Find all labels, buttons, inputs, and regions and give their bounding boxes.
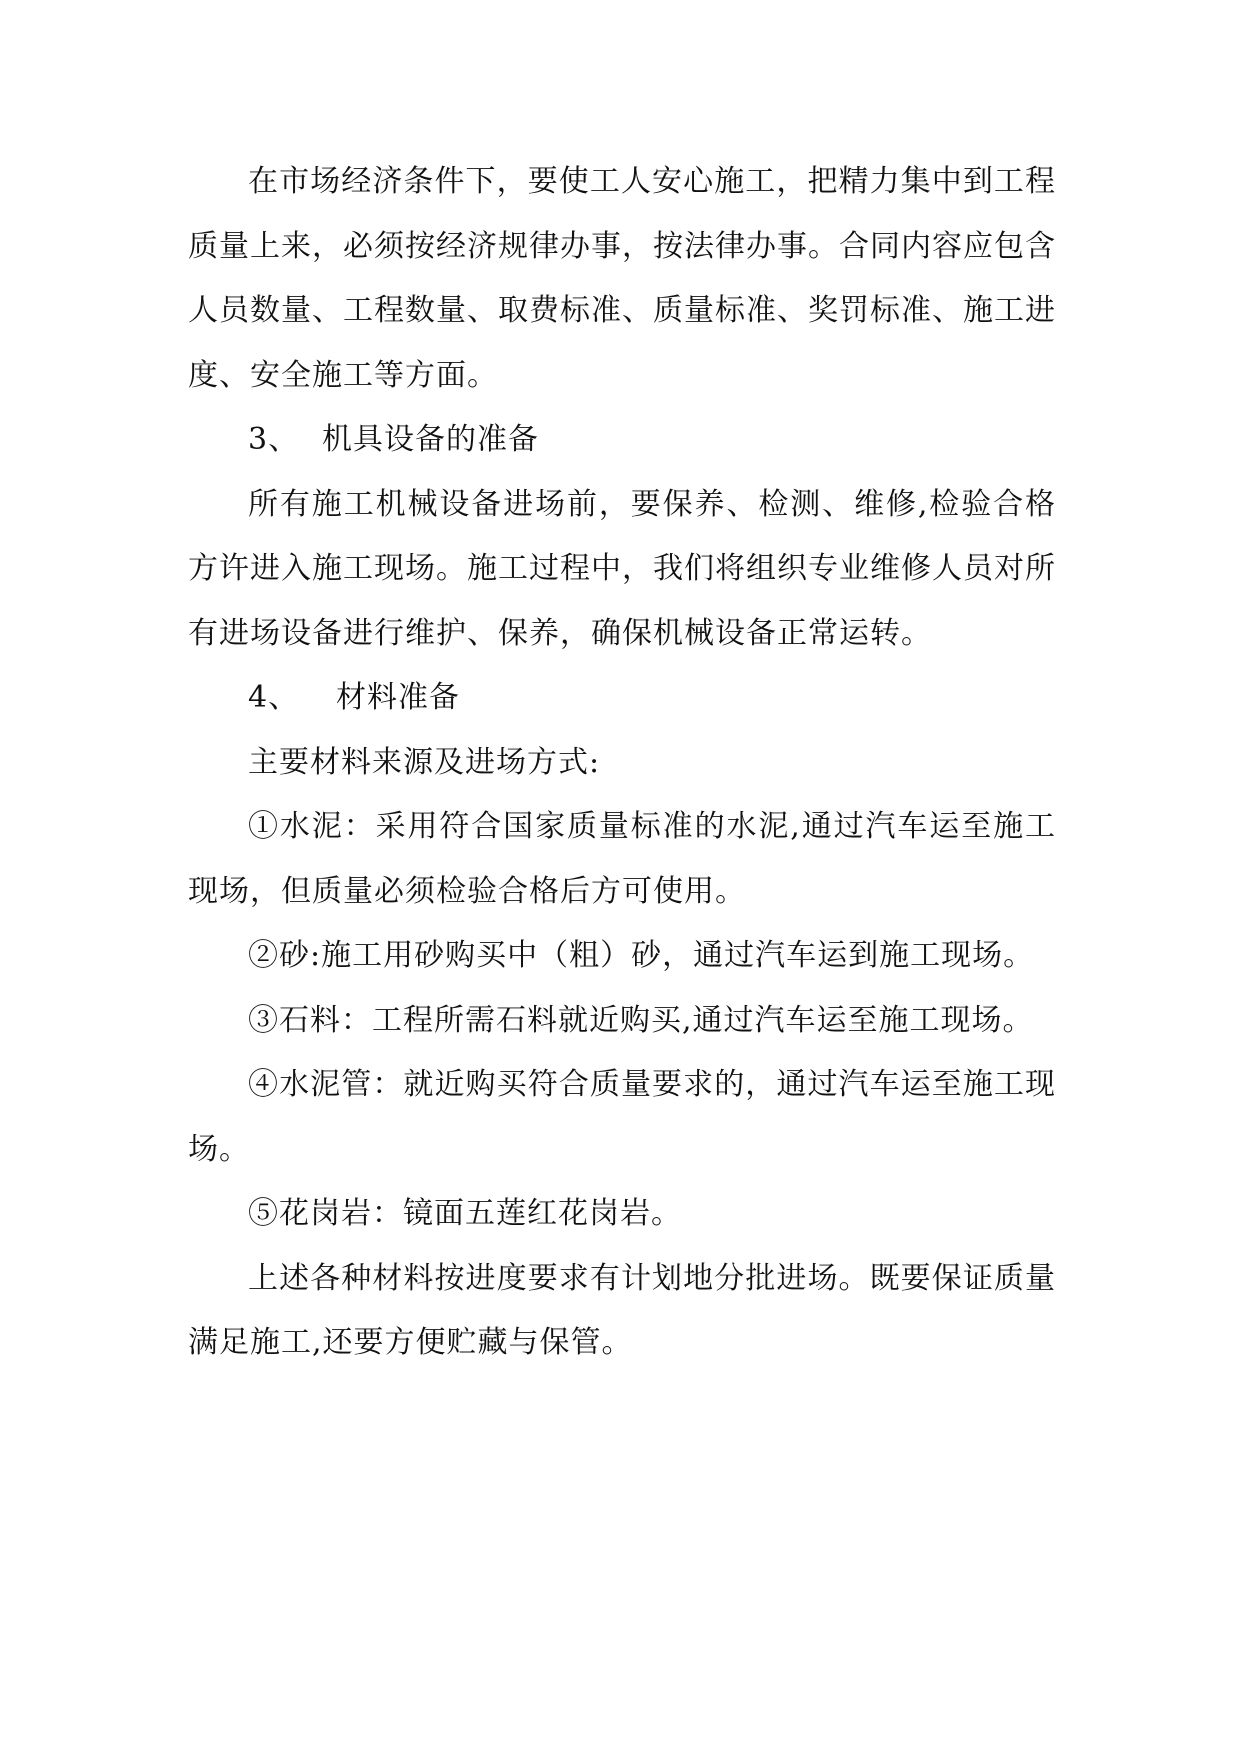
section-title: 机具设备的准备 [322,422,539,457]
list-item-stone: ③石料：工程所需石料就近购买,通过汽车运至施工现场。 [248,1002,1034,1038]
paragraph-material-schedule: 上述各种材料按进度要求有计划地分批进场。既要保证质量满足施工,还要方便贮藏与保管。 [188,1260,1056,1360]
paragraph-material-sources-intro: 主要材料来源及进场方式: [248,744,601,780]
list-item-cement: ①水泥：采用符合国家质量标准的水泥,通过汽车运至施工现场，但质量必须检验合格后方可使用。 [188,809,1056,909]
section-heading-materials [188,666,1056,731]
paragraph-equipment-maintenance: 所有施工机械设备进场前，要保养、检测、维修,检验合格方许进入施工现场。施工过程中，我们将组织专业维修人员对所有进场设备进行维护、保养，确保机械设备正常运转。 [188,486,1056,651]
list-item-granite: ⑤花岗岩：镜面五莲红花岗岩。 [248,1196,682,1231]
list-item-sand: ②砂:施工用砂购买中（粗）砂，通过汽车运到施工现场。 [248,938,1035,973]
section-number: 3、 [248,422,300,457]
section-number: 4、 [248,680,300,715]
section-heading-equipment [188,408,1056,473]
list-item-cement-pipe: ④水泥管：就近购买符合质量要求的，通过汽车运至施工现场。 [188,1067,1056,1167]
paragraph-contract-content: 在市场经济条件下，要使工人安心施工，把精力集中到工程质量上来，必须按经济规律办事，按法律办事。合同内容应包含人员数量、工程数量、取费标准、质量标准、奖罚标准、施工进度、安全施工等方面。 [188,164,1056,393]
section-title: 材料准备 [336,680,460,715]
document-body [188,150,1056,1376]
